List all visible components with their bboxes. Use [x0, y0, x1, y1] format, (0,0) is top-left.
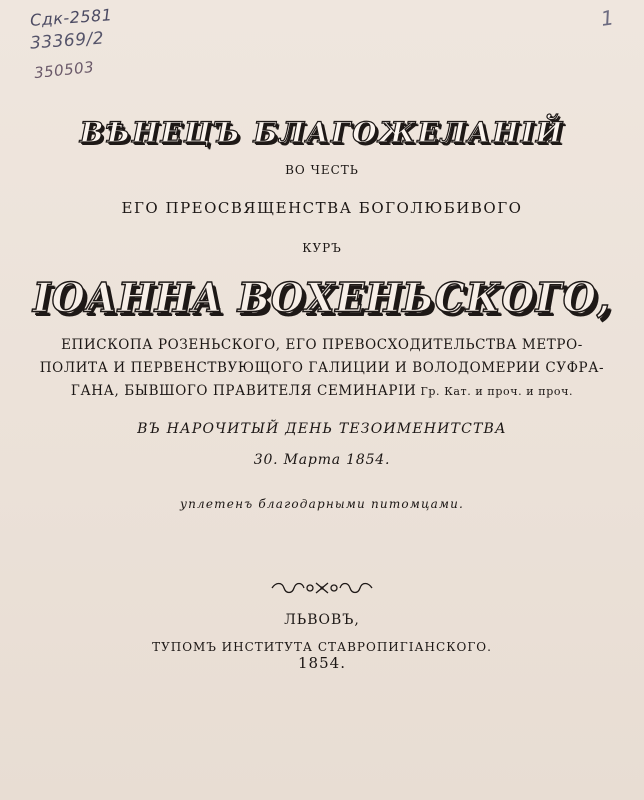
bishop-name: ІОАННА ВОХЕНЬСКОГО, — [32, 273, 612, 322]
date-line: 30. Марта 1854. — [253, 452, 391, 468]
page-number-annotation: 1 — [599, 5, 616, 31]
ornament-divider-icon — [270, 580, 374, 596]
number-annotation: 350503 — [33, 57, 96, 83]
imprint-city: ЛЬВОВЪ, — [284, 612, 360, 628]
inventory-annotation: 33369/2 — [29, 28, 105, 54]
imprint-printer: ТУПОМЪ ИНСТИТУТА СТАВРОПИГІАНСКОГО. — [152, 640, 492, 654]
excellency-line: ЕГО ПРЕОСВЯЩЕНСТВА БОГОЛЮБИВОГО — [121, 199, 523, 217]
feast-day-line: ВЪ НАРОЧИТЫЙ ДЕНЬ ТЕЗОИМЕНИТСТВА — [137, 421, 507, 437]
description-line-1: ЕПИСКОПА РОЗЕНЬСКОГО, ЕГО ПРЕВОСХОДИТЕЛЬСТВА МЕТРО- — [61, 337, 583, 353]
main-title: ВѢНЕЦЪ БЛАГОЖЕЛАНІЙ — [79, 116, 565, 149]
description-line-3-tail: Гр. Кат. и проч. и проч. — [416, 385, 574, 398]
imprint-year: 1854. — [298, 654, 346, 672]
dedication-line: уплетенъ благодарными питомцами. — [179, 497, 465, 511]
kyr-line: КУРЪ — [302, 241, 342, 255]
description-line-2: ПОЛИТА И ПЕРВЕНСТВУЮЩОГО ГАЛИЦИИ И ВОЛОДОМЕРИИ СУФРА- — [39, 360, 605, 376]
description-line-3 — [0, 383, 644, 399]
honor-line: ВО ЧЕСТЬ — [285, 163, 359, 177]
shelfmark-annotation: Сдк-2581 — [29, 5, 113, 30]
description-line-3-main: ГАНА, БЫВШОГО ПРАВИТЕЛЯ СЕМИНАРІИ — [70, 383, 417, 399]
